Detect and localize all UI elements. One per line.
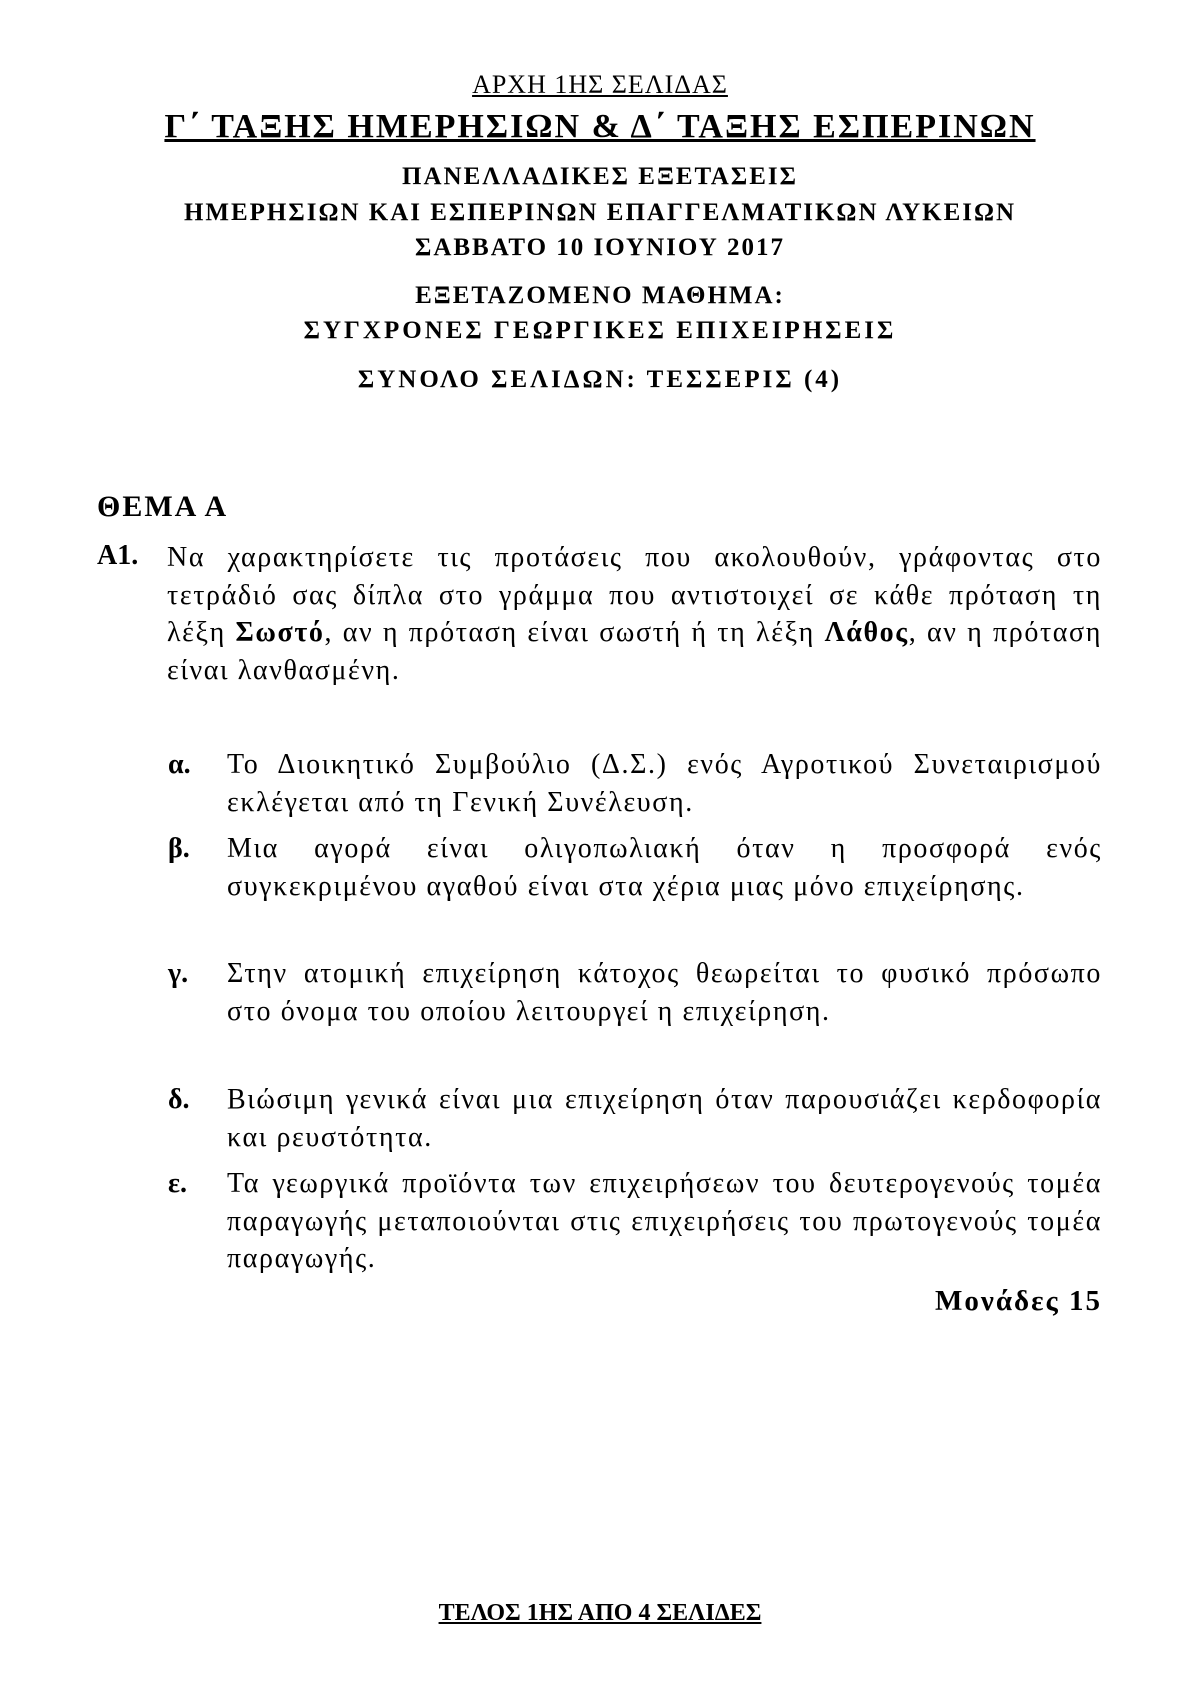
item-letter: ε. — [168, 1168, 187, 1199]
item-letter: γ. — [168, 958, 189, 989]
question-text — [167, 539, 1102, 689]
page-footer: ΤΕΛΟΣ 1ΗΣ ΑΠΟ 4 ΣΕΛΙΔΕΣ — [438, 1600, 762, 1626]
marks: Μονάδες 15 — [935, 1285, 1102, 1317]
item-text: Τα γεωργικά προϊόντα των επιχειρήσεων του δευτερογενούς τομέα παραγωγής μεταποιούνται στις επιχειρήσεις του πρωτογενούς τομέα παραγωγής. — [227, 1168, 1102, 1274]
item-text: Το Διοικητικό Συμβούλιο (Δ.Σ.) ενός Αγροτικού Συνεταιρισμού εκλέγεται από τη Γενική Συνέλευση. — [227, 749, 1102, 818]
question-text-part: Να χαρακτηρίσετε τις προτάσεις που ακολουθούν, γράφοντας στο τετράδιό σας δίπλα στο γράμμα που αντιστοιχεί σε κάθε πρόταση τη λέξη — [167, 542, 1102, 648]
word-correct: Σωστό — [235, 617, 325, 648]
exams-title: ΠΑΝΕΛΛΑΔΙΚΕΣ ΕΞΕΤΑΣΕΙΣ — [402, 163, 798, 190]
item-text: Βιώσιμη γενικά είναι μια επιχείρηση όταν παρουσιάζει κερδοφορία και ρευστότητα. — [227, 1084, 1102, 1153]
word-wrong: Λάθος — [824, 617, 909, 648]
exams-schools: ΗΜΕΡΗΣΙΩΝ ΚΑΙ ΕΣΠΕΡΙΝΩΝ ΕΠΑΓΓΕΛΜΑΤΙΚΩΝ ΛΥΚΕΙΩΝ — [183, 199, 1017, 226]
question-text-part: , αν η πρόταση είναι λανθασμένη. — [167, 617, 1102, 686]
page-start-header: ΑΡΧΗ 1ΗΣ ΣΕΛΙΔΑΣ — [472, 70, 728, 99]
item-text: Στην ατομική επιχείρηση κάτοχος θεωρείται το φυσικό πρόσωπο στο όνομα του οποίου λειτουργεί η επιχείρηση. — [227, 958, 1102, 1027]
question-text-part: , αν η πρόταση είναι σωστή ή τη λέξη — [324, 617, 825, 648]
exam-date: ΣΑΒΒΑΤΟ 10 ΙΟΥΝΙΟΥ 2017 — [414, 234, 785, 261]
item-text: Μια αγορά είναι ολιγοπωλιακή όταν η προσφορά ενός συγκεκριμένου αγαθού είναι στα χέρια μιας μόνο επιχείρησης. — [227, 833, 1102, 902]
item-letter: δ. — [168, 1084, 190, 1115]
class-title: Γ΄ ΤΑΞΗΣ ΗΜΕΡΗΣΙΩΝ & Δ΄ ΤΑΞΗΣ ΕΣΠΕΡΙΝΩΝ — [164, 108, 1036, 145]
item-letter: α. — [168, 749, 191, 780]
section-title: ΘΕΜΑ Α — [97, 490, 229, 523]
subject-name: ΣΥΓΧΡΟΝΕΣ ΓΕΩΡΓΙΚΕΣ ΕΠΙΧΕΙΡΗΣΕΙΣ — [303, 317, 897, 344]
subject-label: ΕΞΕΤΑΖΟΜΕΝΟ ΜΑΘΗΜΑ: — [415, 282, 785, 309]
item-letter: β. — [168, 833, 190, 864]
question-label: Α1. — [97, 540, 139, 571]
pages-total: ΣΥΝΟΛΟ ΣΕΛΙΔΩΝ: ΤΕΣΣΕΡΙΣ (4) — [357, 366, 843, 393]
